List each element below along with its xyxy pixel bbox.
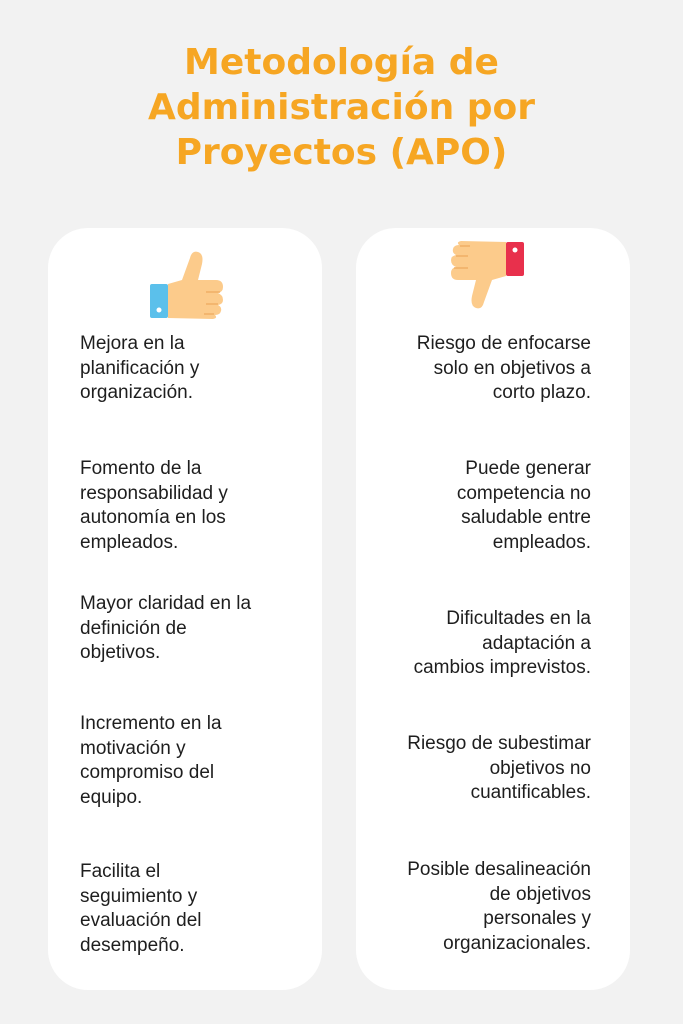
pro-item-2: Fomento de la responsabilidad y autonomía en los empleados. [80, 458, 228, 553]
title-line-3: Proyectos (APO) [175, 132, 508, 173]
cons-card [356, 228, 630, 990]
pro-item-4: Incremento en la motivación y compromiso del equipo. [80, 713, 222, 808]
thumbs-up-icon [146, 240, 226, 320]
con-item-4: Riesgo de subestimar objetivos no cuantificables. [407, 733, 591, 803]
pros-card [48, 228, 322, 990]
pro-item-1: Mejora en la planificación y organización. [80, 333, 200, 403]
con-item-5: Posible desalineación de objetivos personales y organizacionales. [407, 859, 591, 954]
pro-item-3: Mayor claridad en la definición de objetivos. [80, 593, 252, 663]
page-title [0, 40, 683, 175]
con-item-1: Riesgo de enfocarse solo en objetivos a corto plazo. [416, 333, 591, 403]
con-item-3: Dificultades en la adaptación a cambios imprevistos. [413, 608, 591, 678]
con-item-2: Puede generar competencia no saludable entre empleados. [456, 458, 591, 553]
pro-item-5: Facilita el seguimiento y evaluación del desempeño. [80, 861, 202, 956]
title-line-2: Administración por [148, 87, 535, 128]
title-line-1: Metodología de [184, 42, 499, 83]
thumbs-down-icon [448, 240, 528, 320]
